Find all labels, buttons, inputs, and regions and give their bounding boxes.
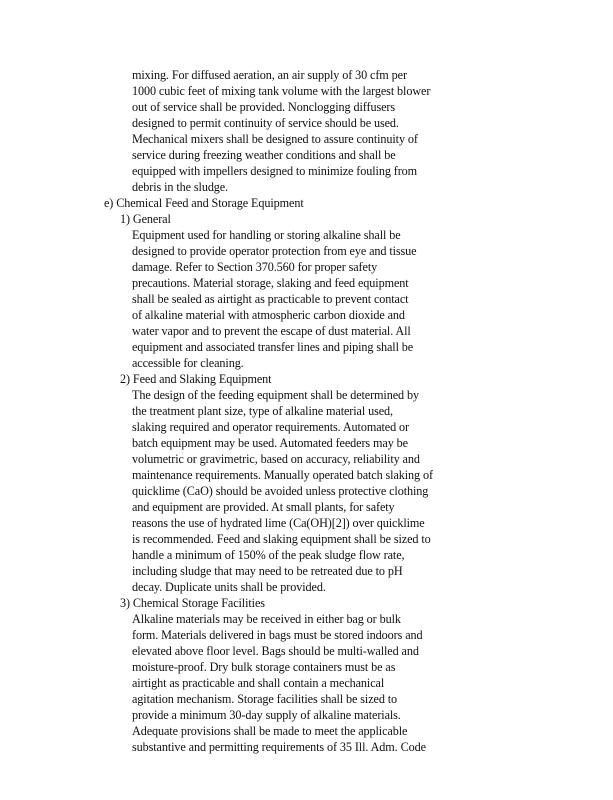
- section-e-heading: e) Chemical Feed and Storage Equipment: [104, 196, 304, 210]
- intro-line: Mechanical mixers shall be designed to assure continuity of: [132, 132, 418, 146]
- chemical-storage-line: airtight as practicable and shall contain a mechanical: [132, 676, 385, 690]
- chemical-storage-line: moisture-proof. Dry bulk storage containers must be as: [132, 660, 396, 674]
- feed-slaking-line: maintenance requirements. Manually operated batch slaking of: [132, 468, 433, 482]
- intro-line: equipped with impellers designed to minimize fouling from: [132, 164, 418, 178]
- feed-slaking-line: is recommended. Feed and slaking equipment shall be sized to: [132, 532, 431, 546]
- subsection-chemical-storage-heading: 3) Chemical Storage Facilities: [120, 596, 265, 610]
- intro-line: out of service shall be provided. Nonclogging diffusers: [132, 100, 396, 114]
- chemical-storage-line: agitation mechanism. Storage facilities shall be sized to: [132, 692, 398, 706]
- subsection-feed-slaking-heading: 2) Feed and Slaking Equipment: [120, 372, 272, 386]
- general-line: equipment and associated transfer lines and piping shall be: [132, 340, 414, 354]
- general-line: designed to provide operator protection from eye and tissue: [132, 244, 417, 258]
- general-line: accessible for cleaning.: [132, 356, 244, 370]
- feed-slaking-line: quicklime (CaO) should be avoided unless protective clothing: [132, 484, 429, 498]
- intro-line: service during freezing weather conditions and shall be: [132, 148, 396, 162]
- chemical-storage-line: Adequate provisions shall be made to meet the applicable: [132, 724, 408, 738]
- feed-slaking-line: batch equipment may be used. Automated feeders may be: [132, 436, 408, 450]
- feed-slaking-line: the treatment plant size, type of alkaline material used,: [132, 404, 393, 418]
- general-line: water vapor and to prevent the escape of dust material. All: [132, 324, 411, 338]
- intro-line: debris in the sludge.: [132, 180, 229, 194]
- feed-slaking-line: decay. Duplicate units shall be provided.: [132, 580, 326, 594]
- intro-line: 1000 cubic feet of mixing tank volume with the largest blower: [132, 84, 431, 98]
- feed-slaking-line: The design of the feeding equipment shall be determined by: [132, 388, 419, 402]
- feed-slaking-line: reasons the use of hydrated lime (Ca(OH)[2]) over quicklime: [132, 516, 425, 530]
- chemical-storage-line: provide a minimum 30-day supply of alkaline materials.: [132, 708, 401, 722]
- chemical-storage-line: substantive and permitting requirements of 35 Ill. Adm. Code: [132, 740, 426, 754]
- general-line: precautions. Material storage, slaking and feed equipment: [132, 276, 409, 290]
- general-line: of alkaline material with atmospheric carbon dioxide and: [132, 308, 405, 322]
- general-line: shall be sealed as airtight as practicable to prevent contact: [132, 292, 409, 306]
- intro-line: mixing. For diffused aeration, an air supply of 30 cfm per: [132, 68, 407, 82]
- intro-line: designed to permit continuity of service should be used.: [132, 116, 399, 130]
- subsection-general-heading: 1) General: [120, 212, 171, 226]
- feed-slaking-line: and equipment are provided. At small plants, for safety: [132, 500, 395, 514]
- chemical-storage-line: Alkaline materials may be received in either bag or bulk: [132, 612, 401, 626]
- feed-slaking-line: slaking required and operator requirements. Automated or: [132, 420, 409, 434]
- feed-slaking-line: including sludge that may need to be retreated due to pH: [132, 564, 403, 578]
- general-line: Equipment used for handling or storing alkaline shall be: [132, 228, 401, 242]
- feed-slaking-line: handle a minimum of 150% of the peak sludge flow rate,: [132, 548, 405, 562]
- general-line: damage. Refer to Section 370.560 for proper safety: [132, 260, 378, 274]
- chemical-storage-line: form. Materials delivered in bags must be stored indoors and: [132, 628, 423, 642]
- feed-slaking-line: volumetric or gravimetric, based on accuracy, reliability and: [132, 452, 420, 466]
- chemical-storage-line: elevated above floor level. Bags should be multi-walled and: [132, 644, 419, 658]
